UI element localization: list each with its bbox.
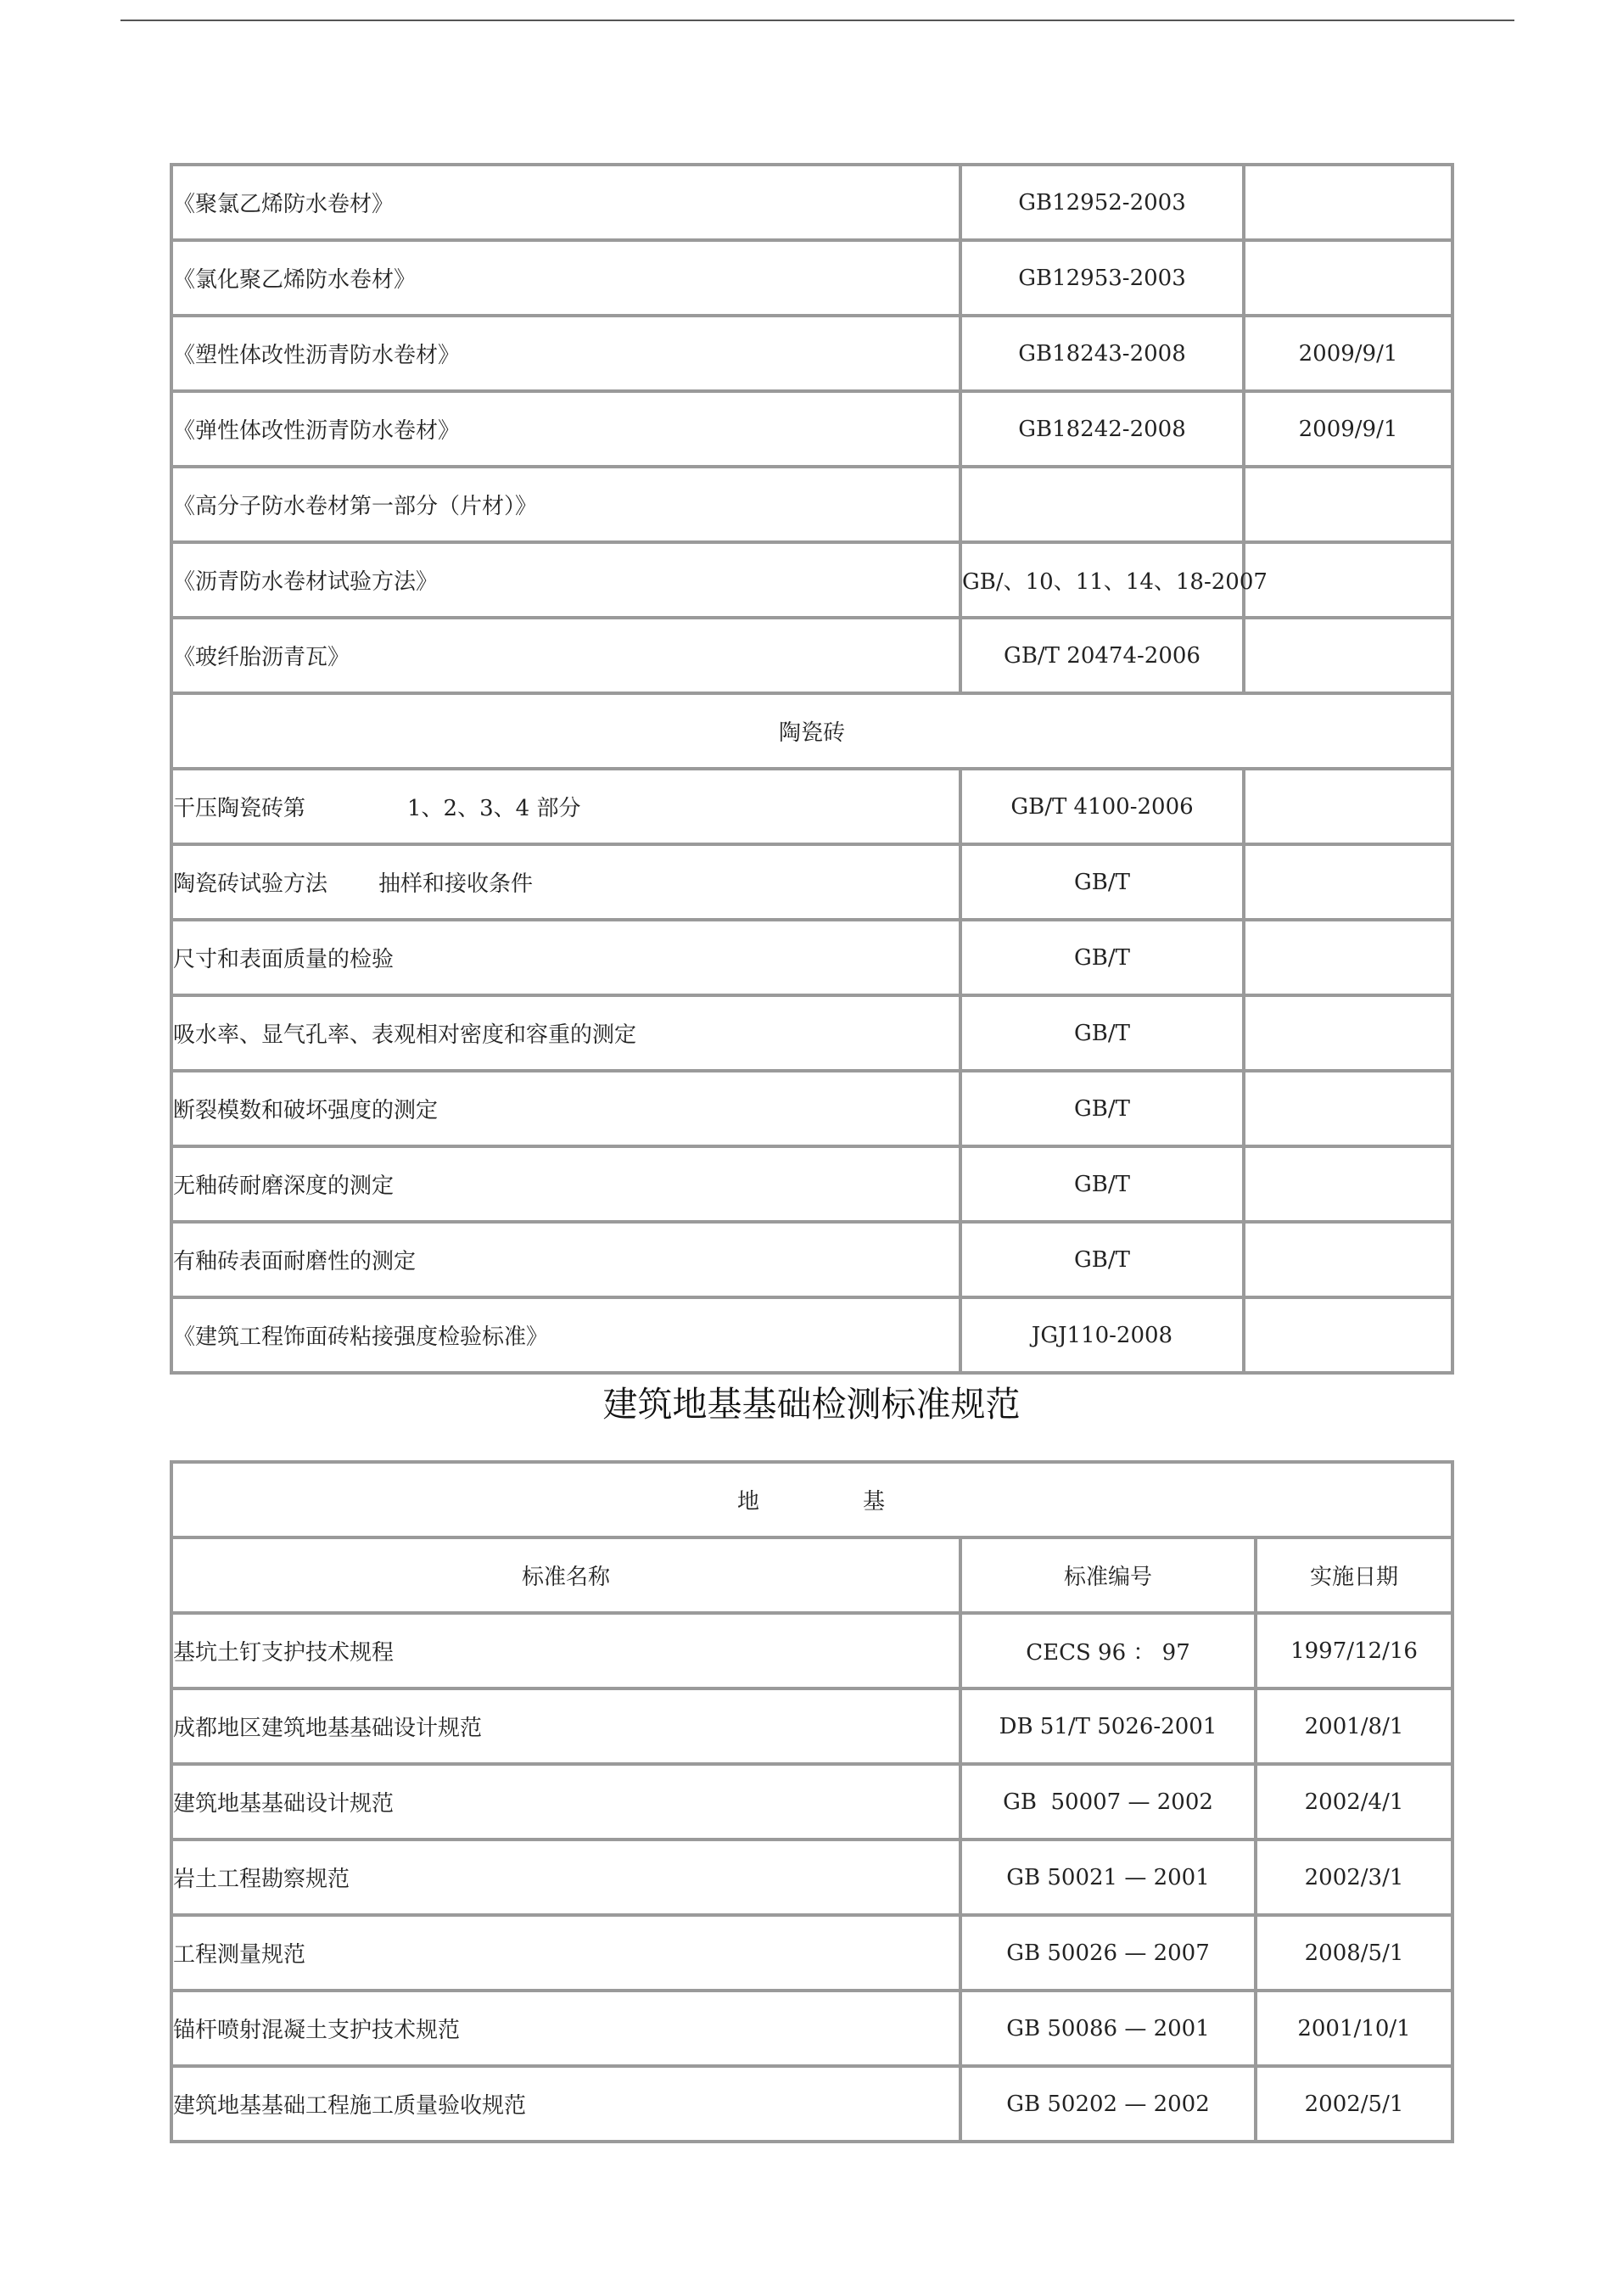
table-header-row [173,1539,1454,1615]
standard-code: DB 51/T 5026-2001 [962,1690,1257,1766]
table-title [173,1464,1454,1539]
standard-name [173,770,962,846]
table-row [173,1917,1454,1992]
foundation-standards-table [170,1460,1454,2143]
standard-code [962,468,1245,544]
effective-date: 2009/9/1 [1245,393,1454,468]
effective-date [1245,1224,1454,1299]
standard-code: GB/T [962,846,1245,921]
effective-date [1245,846,1454,921]
standard-code: GB 50007 — 2002 [962,1766,1257,1841]
section-row [173,695,1454,770]
standard-name: 《塑性体改性沥青防水卷材》 [173,317,962,393]
table-row [173,2068,1454,2143]
standard-name [173,846,962,921]
standard-name: 工程测量规范 [173,1917,962,1992]
standard-code: GB 50021 — 2001 [962,1841,1257,1917]
table-row [173,1690,1454,1766]
effective-date: 2002/5/1 [1257,2068,1454,2143]
effective-date: 2002/3/1 [1257,1841,1454,1917]
standard-name: 《聚氯乙烯防水卷材》 [173,166,962,242]
standard-code: GB12953-2003 [962,242,1245,317]
table-row [173,619,1454,695]
effective-date [1245,1299,1454,1375]
effective-date [1245,1072,1454,1148]
standard-name: 建筑地基基础设计规范 [173,1766,962,1841]
table-row [173,1072,1454,1148]
column-header-name: 标准名称 [173,1539,962,1615]
table-title-part: 地 [737,1489,762,1515]
effective-date: 2002/4/1 [1257,1766,1454,1841]
standard-code: GB/T [962,1148,1245,1224]
table-row [173,846,1454,921]
table-row [173,921,1454,997]
standard-code: GB 50026 — 2007 [962,1917,1257,1992]
effective-date [1245,1148,1454,1224]
table-title-part: 基 [863,1489,887,1515]
standard-name: 无釉砖耐磨深度的测定 [173,1148,962,1224]
effective-date: 1997/12/16 [1257,1615,1454,1690]
standard-code: GB/T [962,1072,1245,1148]
standard-name: 成都地区建筑地基基础设计规范 [173,1690,962,1766]
table-title-row [173,1464,1454,1539]
standard-name-part: 干压陶瓷砖第 [173,796,306,821]
effective-date: 2009/9/1 [1245,317,1454,393]
column-header-date: 实施日期 [1257,1539,1454,1615]
standard-name-part: 1、2、3、4 部分 [407,796,581,821]
standard-name: 尺寸和表面质量的检验 [173,921,962,997]
table-row [173,166,1454,242]
effective-date [1245,544,1454,619]
standard-code: GB/T 20474-2006 [962,619,1245,695]
standard-name: 《弹性体改性沥青防水卷材》 [173,393,962,468]
standard-name: 有釉砖表面耐磨性的测定 [173,1224,962,1299]
standard-code: GB/T [962,921,1245,997]
effective-date [1245,242,1454,317]
table-row [173,242,1454,317]
table-row [173,1299,1454,1375]
standard-code: GB/T [962,997,1245,1072]
table-row [173,997,1454,1072]
standard-code: GB18243-2008 [962,317,1245,393]
table-row [173,1841,1454,1917]
standard-code: CECS 96 ： 97 [962,1615,1257,1690]
standard-name: 基坑土钉支护技术规程 [173,1615,962,1690]
table-row [173,1766,1454,1841]
effective-date [1245,997,1454,1072]
standard-name: 《氯化聚乙烯防水卷材》 [173,242,962,317]
section-heading: 建筑地基基础检测标准规范 [602,1384,1021,1425]
effective-date: 2008/5/1 [1257,1917,1454,1992]
standard-name-part: 陶瓷砖试验方法 [173,871,328,897]
standard-name: 《沥青防水卷材试验方法》 [173,544,962,619]
effective-date [1245,468,1454,544]
table-row [173,393,1454,468]
table-row [173,468,1454,544]
waterproof-and-tile-standards-table [170,163,1454,1375]
table-row [173,1615,1454,1690]
effective-date [1245,770,1454,846]
column-header-code: 标准编号 [962,1539,1257,1615]
section-title-ceramic-tile: 陶瓷砖 [173,695,1454,770]
standard-name: 吸水率、显气孔率、表观相对密度和容重的测定 [173,997,962,1072]
standard-code: GB12952-2003 [962,166,1245,242]
standard-code: GB/、10、11、14、18-2007 [962,544,1245,619]
standard-code: GB/T 4100-2006 [962,770,1245,846]
standard-name: 建筑地基基础工程施工质量验收规范 [173,2068,962,2143]
standard-name: 《玻纤胎沥青瓦》 [173,619,962,695]
effective-date [1245,619,1454,695]
standard-code: GB/T [962,1224,1245,1299]
effective-date [1245,166,1454,242]
table-row [173,770,1454,846]
standard-name: 断裂模数和破坏强度的测定 [173,1072,962,1148]
effective-date [1245,921,1454,997]
standard-name: 岩土工程勘察规范 [173,1841,962,1917]
effective-date: 2001/10/1 [1257,1992,1454,2068]
standard-code: JGJ110-2008 [962,1299,1245,1375]
standard-name: 《高分子防水卷材第一部分（片材）》 [173,468,962,544]
table-row [173,1224,1454,1299]
table-row [173,1992,1454,2068]
standard-code: GB 50202 — 2002 [962,2068,1257,2143]
standard-code: GB 50086 — 2001 [962,1992,1257,2068]
standard-name: 锚杆喷射混凝土支护技术规范 [173,1992,962,2068]
standard-name: 《建筑工程饰面砖粘接强度检验标准》 [173,1299,962,1375]
table-row [173,317,1454,393]
table-row [173,544,1454,619]
effective-date: 2001/8/1 [1257,1690,1454,1766]
header-rule [120,20,1514,21]
table-row [173,1148,1454,1224]
standard-name-part: 抽样和接收条件 [378,871,534,897]
standard-code: GB18242-2008 [962,393,1245,468]
